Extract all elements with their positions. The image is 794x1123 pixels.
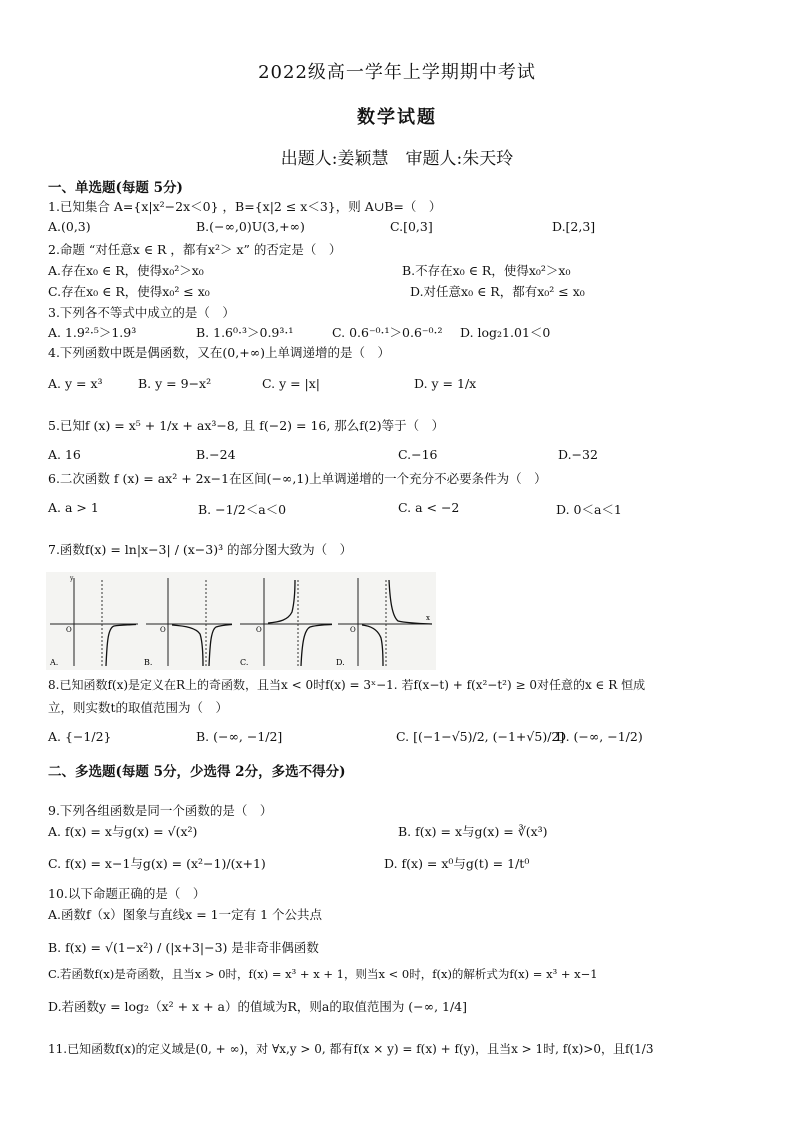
q7-stem: 7.函数f(x) = ln|x−3| / (x−3)³ 的部分图大致为（ ） bbox=[48, 542, 353, 557]
q4-option-c: C. y = |x| bbox=[262, 376, 321, 391]
q4-option-d: D. y = 1/x bbox=[414, 376, 477, 391]
q3-option-a: A. 1.9²·⁵＞1.9³ bbox=[48, 325, 137, 340]
q7-label-a: A. bbox=[50, 658, 59, 667]
q7-graph-a-y: y bbox=[70, 575, 74, 582]
q3-stem: 3.下列各不等式中成立的是（ ） bbox=[48, 305, 235, 320]
q6-option-b: B. −1/2＜a＜0 bbox=[198, 502, 287, 517]
q3-option-b: B. 1.6⁰·³＞0.9³·¹ bbox=[196, 325, 294, 340]
q7-graph-a-origin: O bbox=[66, 626, 72, 634]
q7-option-graphs bbox=[46, 572, 436, 670]
q5-option-a: A. 16 bbox=[48, 447, 81, 462]
q2-stem: 2.命题 “对任意x ∈ R ，都有x²＞ x” 的否定是（ ） bbox=[48, 242, 342, 257]
q4-option-a: A. y = x³ bbox=[48, 376, 103, 391]
q3-option-d: D. log₂1.01＜0 bbox=[460, 325, 551, 340]
q5-stem: 5.已知f (x) = x⁵ + 1/x + ax³−8, 且 f(−2) = 16, 那么f(2)等于（ ） bbox=[48, 418, 445, 433]
q6-option-d: D. 0＜a＜1 bbox=[556, 502, 622, 517]
q2-option-d: D.对任意x₀ ∈ R，都有x₀² ≤ x₀ bbox=[410, 284, 585, 299]
q8-option-c: C. [(−1−√5)/2, (−1+√5)/2] bbox=[396, 729, 565, 744]
exam-subject: 数学试题 bbox=[357, 107, 437, 128]
q1-option-b: B.(−∞,0)U(3,+∞) bbox=[196, 219, 305, 234]
q10-option-c: C.若函数f(x)是奇函数，且当x > 0时，f(x) = x³ + x + 1，则当x < 0时，f(x)的解析式为f(x) = x³ + x−1 bbox=[48, 967, 598, 981]
exam-title: 2022级高一学年上学期期中考试 bbox=[258, 62, 536, 83]
q8-option-a: A. {−1/2} bbox=[48, 729, 112, 744]
q9-option-a: A. f(x) = x与g(x) = √(x²) bbox=[48, 824, 198, 839]
exam-authors: 出题人:姜颖慧 审题人:朱天玲 bbox=[280, 149, 514, 169]
q1-stem: 1.已知集合 A={x|x²−2x＜0} ，B={x|2 ≤ x＜3}，则 A∪B=（ ） bbox=[48, 199, 442, 214]
q4-option-b: B. y = 9−x² bbox=[138, 376, 212, 391]
q1-option-d: D.[2,3] bbox=[552, 219, 596, 234]
q9-option-d: D. f(x) = x⁰与g(t) = 1/t⁰ bbox=[384, 856, 530, 871]
q1-option-c: C.[0,3] bbox=[390, 219, 433, 234]
q5-option-b: B.−24 bbox=[196, 447, 236, 462]
q10-stem: 10.以下命题正确的是（ ） bbox=[48, 886, 206, 901]
q1-option-a: A.(0,3) bbox=[48, 219, 91, 234]
q9-stem: 9.下列各组函数是同一个函数的是（ ） bbox=[48, 803, 273, 818]
q2-option-a: A.存在x₀ ∈ R，使得x₀²＞x₀ bbox=[48, 263, 204, 278]
q3-option-c: C. 0.6⁻⁰·¹＞0.6⁻⁰·² bbox=[332, 325, 443, 340]
section-single-choice-heading: 一、单选题(每题 5分) bbox=[48, 180, 183, 196]
q6-option-a: A. a > 1 bbox=[48, 500, 99, 515]
q6-stem: 6.二次函数 f (x) = ax² + 2x−1在区间(−∞,1)上单调递增的一个充分不必要条件为（ ） bbox=[48, 471, 547, 486]
q7-label-c: C. bbox=[240, 658, 249, 667]
q9-option-c: C. f(x) = x−1与g(x) = (x²−1)/(x+1) bbox=[48, 856, 266, 871]
q5-option-c: C.−16 bbox=[398, 447, 438, 462]
q7-graph-c-origin: O bbox=[256, 626, 262, 634]
q8-stem: 8.已知函数f(x)是定义在R上的奇函数，且当x < 0时f(x) = 3ˣ−1. 若f(x−t) + f(x²−t²) ≥ 0对任意的x ∈ R 恒成 bbox=[48, 678, 646, 692]
q2-option-b: B.不存在x₀ ∈ R，使得x₀²＞x₀ bbox=[402, 263, 571, 278]
q11-stem: 11.已知函数f(x)的定义域是(0, + ∞)，对 ∀x,y > 0, 都有f(x × y) = f(x) + f(y)，且当x > 1时, f(x)>0，且f(1/3 bbox=[48, 1042, 654, 1056]
q7-label-d: D. bbox=[336, 658, 345, 667]
q8-stem-continued: 立，则实数t的取值范围为（ ） bbox=[48, 700, 229, 715]
q7-label-b: B. bbox=[144, 658, 153, 667]
q7-graph-b-origin: O bbox=[160, 626, 166, 634]
q7-graph-d-x: x bbox=[426, 614, 430, 622]
q8-option-b: B. (−∞, −1/2] bbox=[196, 729, 283, 744]
q5-option-d: D.−32 bbox=[558, 447, 598, 462]
q10-option-d: D.若函数y = log₂（x² + x + a）的值域为R，则a的取值范围为 (−∞, 1/4] bbox=[48, 999, 468, 1014]
q9-option-b: B. f(x) = x与g(x) = ∛(x³) bbox=[398, 824, 548, 839]
section-multi-choice-heading: 二、多选题(每题 5分，少选得 2分，多选不得分) bbox=[48, 764, 346, 780]
q6-option-c: C. a < −2 bbox=[398, 500, 460, 515]
q2-option-c: C.存在x₀ ∈ R，使得x₀² ≤ x₀ bbox=[48, 284, 210, 299]
q4-stem: 4.下列函数中既是偶函数，又在(0,+∞)上单调递增的是（ ） bbox=[48, 345, 390, 360]
q10-option-a: A.函数f（x）图象与直线x = 1一定有 1 个公共点 bbox=[48, 907, 322, 922]
q7-graph-d-origin: O bbox=[350, 626, 356, 634]
q8-option-d: D. (−∞, −1/2) bbox=[556, 729, 643, 744]
q10-option-b: B. f(x) = √(1−x²) / (|x+3|−3) 是非奇非偶函数 bbox=[48, 940, 319, 955]
